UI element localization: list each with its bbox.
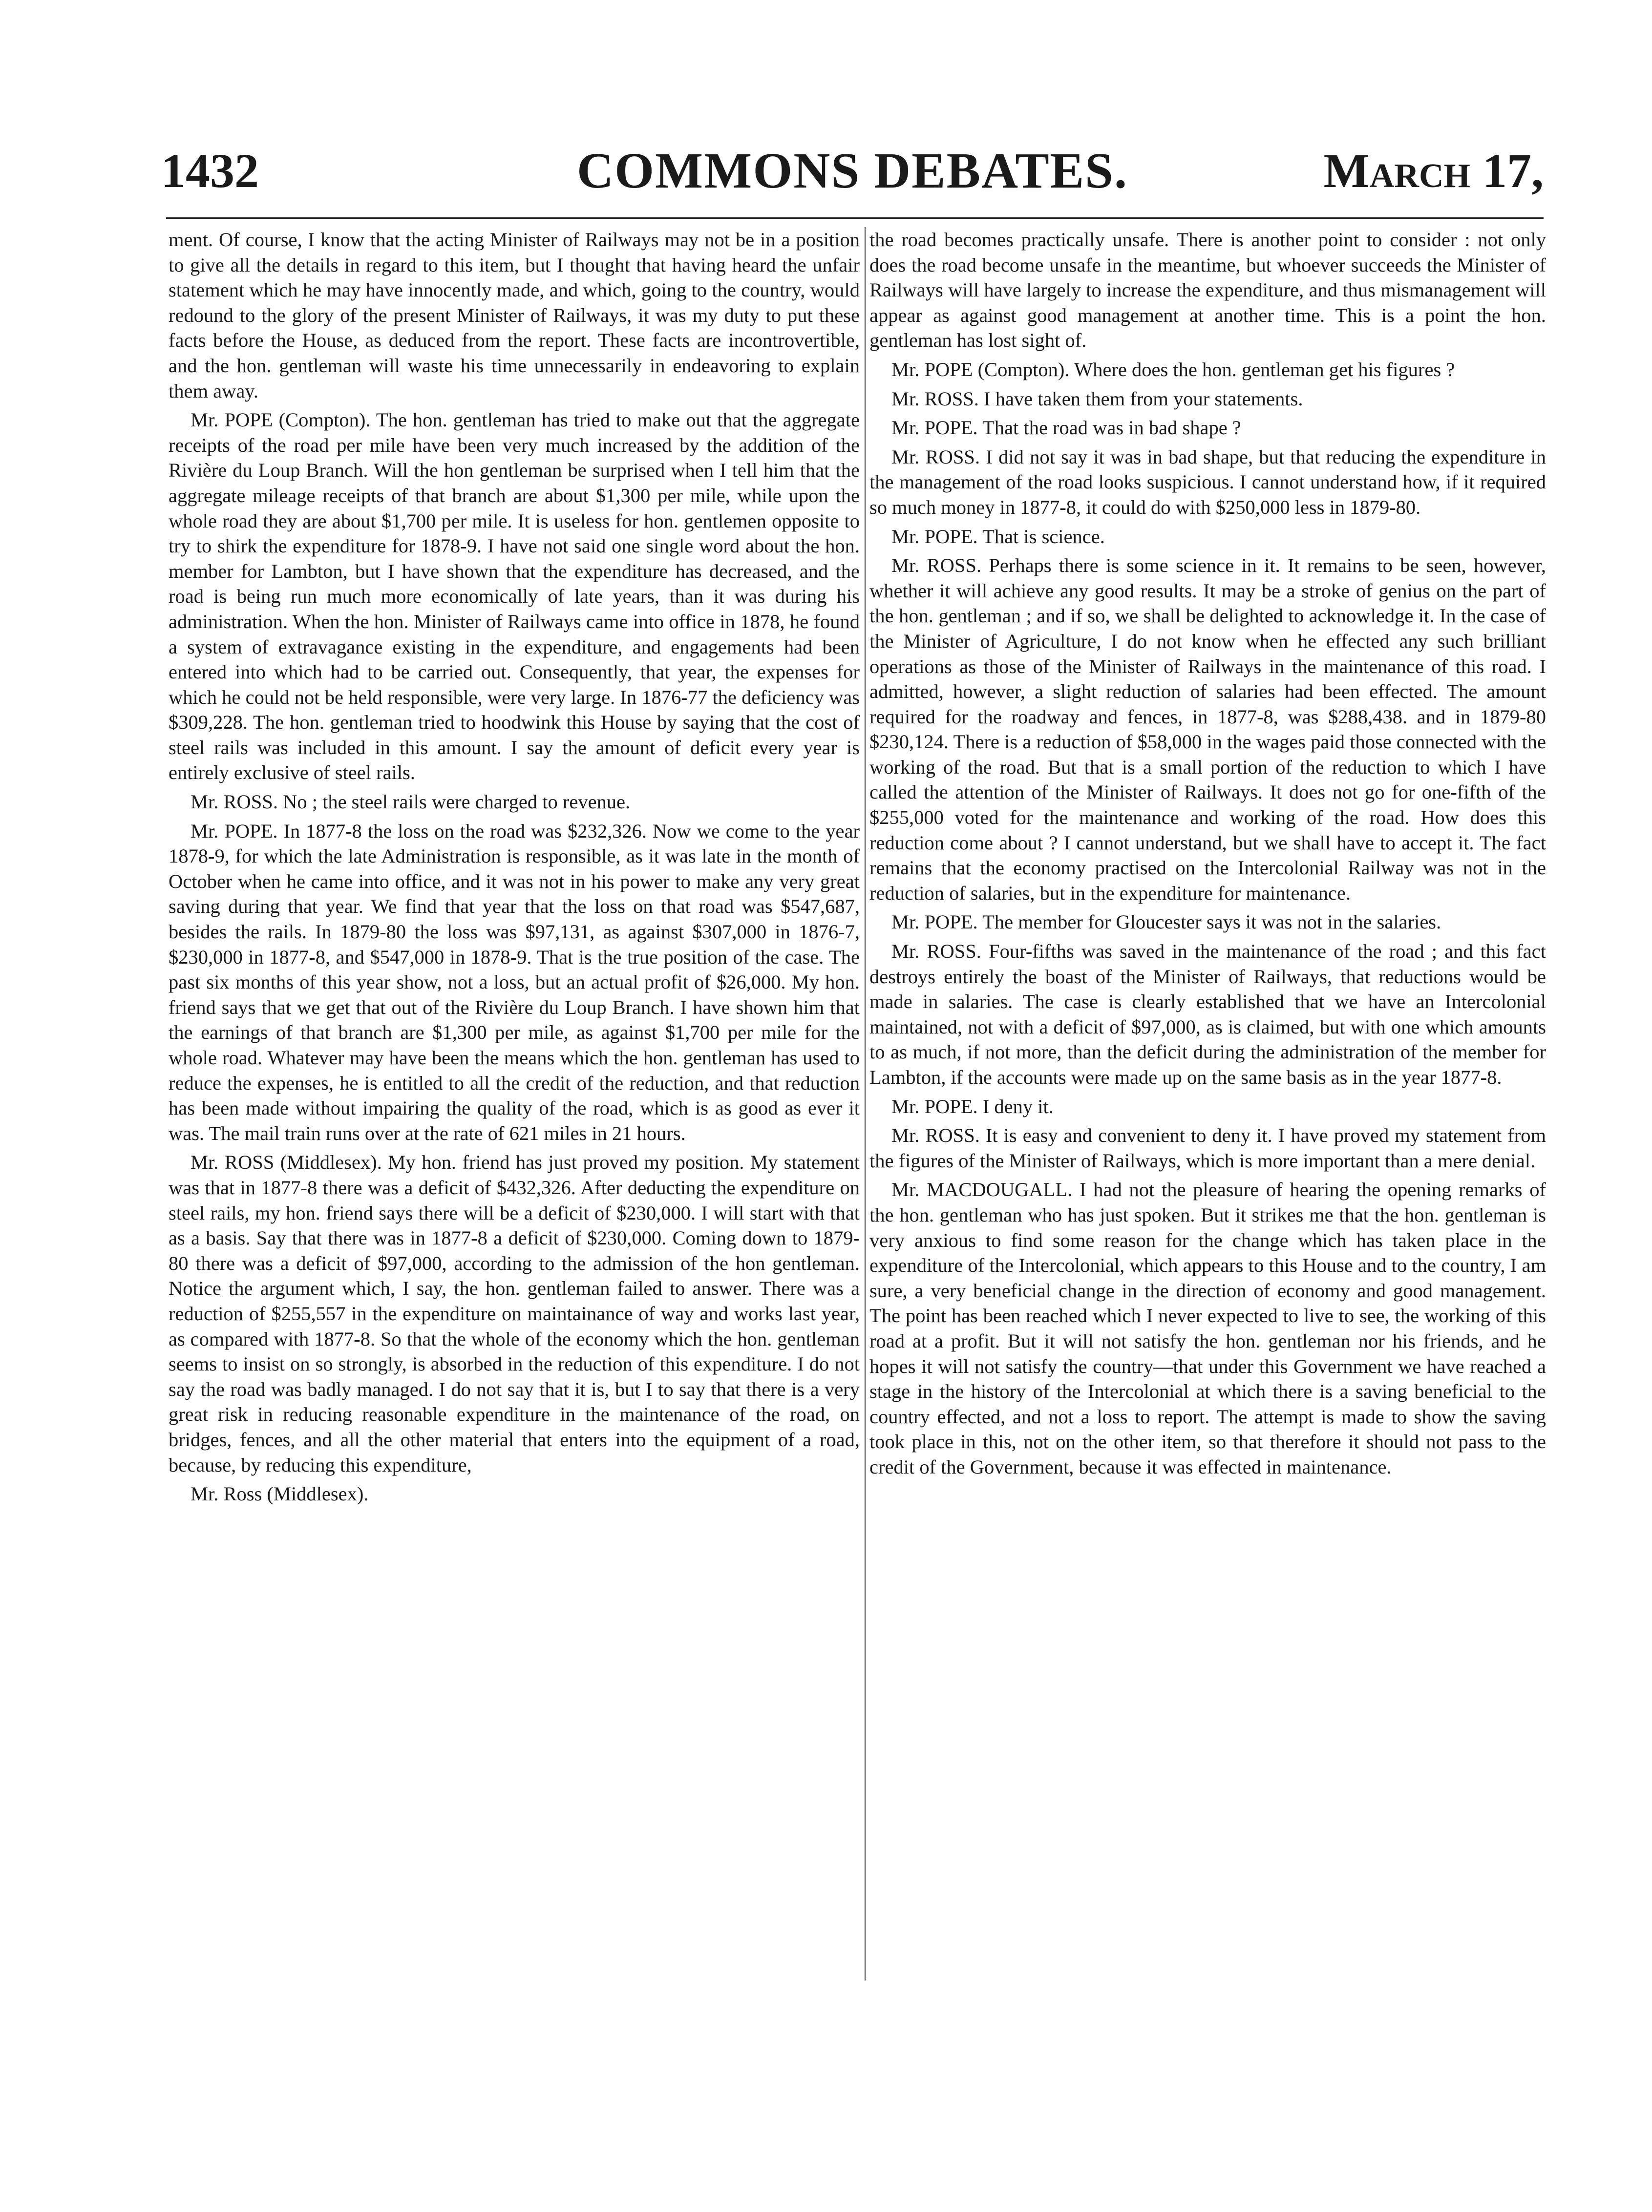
speaker-name: Mr. ROSS. (891, 1124, 980, 1147)
paragraph-text: ment. Of course, I know that the acting Minister of Railways may not be in a position to give all the details in regard to this item, but I thought that having heard the unfair statement which he may have innocently made, and which, going to the country, would redound to the glory of the present Minister of Railways, it was my duty to put these facts before the House, as deduced from the report. These facts are incontrovertible, and the hon. gentleman will waste his time unnecessarily in endeavoring to explain them away. (169, 229, 860, 402)
speaker-name: Mr. POPE. (891, 1095, 978, 1117)
speaker-name: Mr. POPE (Compton). (191, 409, 371, 431)
paragraph-text: I have taken them from your statements. (984, 387, 1303, 410)
speaker-name: Mr. ROSS. (891, 554, 982, 577)
paragraph-text: That is science. (982, 525, 1105, 548)
paragraph (869, 939, 1546, 1090)
speaker-name: Mr. POPE. (191, 820, 278, 842)
paragraph-text: I did not say it was in bad shape, but that reducing the expenditure in the management of the road looks suspicious. I cannot understand how, if it required so much money in 1877-8, it could do with $250,000 less in 1879-80. (869, 445, 1546, 518)
paragraph-text: My hon. friend has just proved my position. My statement was that in 1877-8 there was a deficit of $432,326. After deducting the expenditure on steel rails, my hon. friend says there will be a deficit of $230,000. I will start with that as a basis. Say that there was in 1877-8 a deficit of $230,000. Coming down to 1879-80 there was a deficit of $97,000, according to the admission of the hon gentleman. Notice the argument which, I say, the hon. gentleman failed to answer. There was a reduction of $255,557 in the expenditure on maintainance of way and works last year, as compared with 1877-8. So that the whole of the economy which the hon. gentleman seems to insist on so strongly, is absorbed in the reduction of this expenditure. I do not say the road was badly managed. I do not say that it is, but I to say that there is a very great risk in reducing reasonable expenditure in the maintenance of the road, on bridges, fences, and all the other material that enters into the equipment of a road, because, by reducing this expenditure, (169, 1151, 860, 1476)
running-title: COMMONS DEBATES. (577, 143, 1128, 199)
speaker-name: Mr. ROSS. (191, 791, 278, 813)
paragraph (869, 386, 1546, 412)
page-date: March 17, (1323, 144, 1544, 198)
paragraph (869, 415, 1546, 441)
speaker-name: Mr. POPE. (891, 525, 978, 548)
paragraph-text: The member for Gloucester says it was not in the salaries. (982, 911, 1441, 933)
speaker-name: Mr. ROSS (Middlesex). (191, 1151, 382, 1174)
paragraph-text: Where does the hon. gentleman get his figures ? (1074, 358, 1455, 380)
paragraph (869, 357, 1546, 382)
paragraph (869, 1123, 1546, 1173)
paragraph (869, 1094, 1546, 1119)
column-divider (865, 227, 866, 1980)
speaker-name: Mr. POPE. (891, 417, 978, 439)
header-rule (166, 217, 1544, 219)
paragraph (869, 444, 1546, 520)
speaker-name: Mr. POPE (Compton). (891, 358, 1070, 380)
paragraph (869, 553, 1546, 906)
paragraph-text: That the road was in bad shape ? (982, 417, 1241, 439)
speaker-name: Mr. ROSS. (891, 940, 981, 963)
left-column (169, 227, 860, 1507)
paragraph-text: I deny it. (982, 1095, 1054, 1117)
speaker-name: Mr. ROSS. (891, 445, 980, 468)
paragraph (869, 524, 1546, 549)
column-footer: Mr. Ross (Middlesex). (191, 1483, 369, 1505)
paragraph (169, 819, 860, 1146)
paragraph (169, 789, 860, 815)
paragraph (869, 909, 1546, 935)
paragraph-text: The hon. gentleman has tried to make out that the aggregate receipts of the road per mile have been very much increased by the addition of the Rivière du Loup Branch. Will the hon gentleman be surprised when I tell him that the aggregate mileage receipts of that branch are about $1,300 per mile, while upon the whole road they are about $1,700 per mile. It is useless for hon. gentlemen opposite to try to shirk the expenditure for 1878-9. I have not said one single word about the hon. member for Lambton, but I have shown that the expenditure has decreased, and the road is being run much more economically of late years, than it was during his administration. When the hon. Minister of Railways came into office in 1878, he found a system of extravagance existing in the expenditure, and engagements had been entered into which had to be carried out. Consequently, that year, the expenses for which he could not be held responsible, were very large. In 1876-77 the deficiency was $309,228. The hon. gentleman tried to hoodwink this House by saying that the cost of steel rails was included in this amount. I say the amount of deficit every year is entirely exclusive of steel rails. (169, 409, 860, 784)
page-number: 1432 (161, 144, 259, 198)
speaker-name: Mr. POPE. (891, 911, 978, 933)
paragraph (169, 407, 860, 785)
paragraph-text: No ; the steel rails were charged to revenue. (283, 791, 631, 813)
paragraph (869, 227, 1546, 353)
paragraph-text: Four-fifths was saved in the maintenance of the road ; and this fact destroys entirely the boast of the Minister of Railways, that reductions would be made in salaries. The case is clearly established that we have an Intercolonial maintained, not with a deficit of $97,000, as is claimed, but with one which amounts to as much, if not more, than the deficit during the administration of the member for Lambton, if the accounts were made up on the same basis as in the year 1877-8. (869, 940, 1546, 1088)
speaker-name: Mr. MACDOUGALL. (891, 1179, 1073, 1201)
paragraph (169, 1150, 860, 1477)
speaker-name: Mr. ROSS. (891, 387, 979, 410)
paragraph-text: In 1877-8 the loss on the road was $232,326. Now we come to the year 1878-9, for which the late Administration is responsible, as it was late in the month of October when he came into office, and it was not in his power to make any very great saving during that year. We find that year that the loss on that road was $547,687, besides the rails. In 1879-80 the loss was $97,131, as against $307,000 in 1876-7, $230,000 in 1877-8, and $547,000 in 1878-9. That is the true position of the case. The past six months of this year show, not a loss, but an actual profit of $26,000. My hon. friend says that we get that out of the Rivière du Loup Branch. I have shown him that the earnings of that branch are $1,300 per mile, as against $1,700 per mile for the whole road. Whatever may have been the means which the hon. gentleman has used to reduce the expenses, he is entitled to all the credit of the reduction, and that reduction has been made without impairing the quality of the road, which is as good as ever it was. The mail train runs over at the rate of 621 miles in 21 hours. (169, 820, 860, 1144)
paragraph-text: I had not the pleasure of hearing the opening remarks of the hon. gentleman who has just spoken. But it strikes me that the hon. gentleman is very anxious to find some reason for the change which has taken place in the expenditure of the Intercolonial, which appears to this House and to the country, I am sure, a very beneficial change in the direction of economy and good management. The point has been reached which I never expected to live to see, the working of this road at a profit. But it will not satisfy the hon. gentleman nor his friends, and he hopes it will not satisfy the country—that under this Government we have reached a stage in the history of the Intercolonial at which there is a saving beneficial to the country effected, and not a loss to report. The attempt is made to show the saving took place in this, not on the other item, so that therefore it should not pass to the credit of the Government, because it was effected in maintenance. (869, 1179, 1546, 1478)
paragraph (169, 227, 860, 403)
right-column (869, 227, 1546, 1484)
paragraph-text: the road becomes practically unsafe. There is another point to consider : not only does the road become unsafe in the meantime, but whoever succeeds the Minister of Railways will have largely to increase the expenditure, and thus mismanagement will appear as against good management at another time. This is a point the hon. gentleman has lost sight of. (869, 229, 1546, 352)
paragraph-text: Perhaps there is some science in it. It remains to be seen, however, whether it will achieve any good results. It may be a stroke of genius on the part of the hon. gentleman ; and if so, we shall be delighted to acknowledge it. In the case of the Minister of Agriculture, I do not know when he effected any such brilliant operations as those of the Minister of Railways in the maintenance of this road. I admitted, however, a slight reduction of salaries had been effected. The amount required for the roadway and fences, in 1877-8, was $288,438. and in 1879-80 $230,124. There is a reduction of $58,000 in the wages paid those connected with the working of the road. But that is a small portion of the reduction to which I have called the attention of the Minister of Railways. It does not go for one-fifth of the $255,000 voted for the maintenance and working of the road. How does this reduction come about ? I cannot understand, but we shall have to accept it. The fact remains that the economy practised on the Intercolonial Railway was not in the reduction of salaries, but in the expenditure for maintenance. (869, 554, 1546, 904)
paragraph-text: It is easy and convenient to deny it. I have proved my statement from the figures of the Minister of Railways, which is more important than a mere denial. (869, 1124, 1546, 1172)
paragraph (869, 1177, 1546, 1479)
page-header (161, 142, 1544, 205)
